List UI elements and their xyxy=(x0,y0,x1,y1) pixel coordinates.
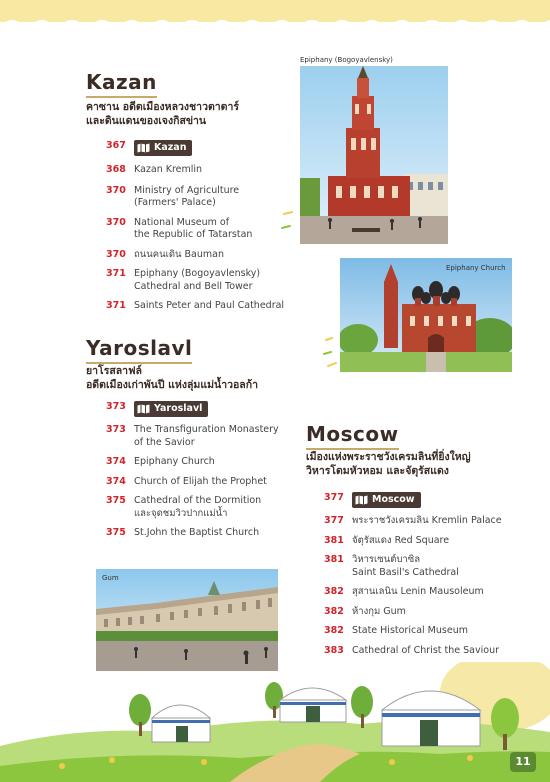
section-tag: Moscow xyxy=(352,492,421,508)
list-item[interactable]: 370 ถนนคนเดิน Bauman xyxy=(106,248,224,260)
list-item[interactable]: 382 State Historical Museum xyxy=(324,625,468,636)
decorative-dashes xyxy=(322,336,344,372)
kazan-contents-list xyxy=(106,140,296,313)
photo-caption: Epiphany Church xyxy=(446,264,506,272)
photo-caption: Epiphany (Bogoyavlensky) xyxy=(300,56,393,64)
section-tag: Yaroslavl xyxy=(134,401,208,417)
list-item-tag[interactable]: 373 Yaroslavl xyxy=(106,401,286,417)
list-item[interactable]: 382 ห้างกุม Gum xyxy=(324,605,406,617)
list-item[interactable]: 370 National Museum of the Republic of Tatarstan xyxy=(106,216,253,240)
page-number: 11 xyxy=(510,752,536,772)
list-item[interactable]: 370 Ministry of Agriculture (Farmers' Palace) xyxy=(106,184,240,208)
photo-gum xyxy=(96,569,278,671)
yurt-landscape-illustration xyxy=(0,662,550,782)
yaroslavl-contents-list xyxy=(106,401,286,540)
list-item[interactable]: 381 วิหารเซนต์บาซิล Saint Basil's Cathedral xyxy=(324,554,459,578)
section-title-kazan: Kazan xyxy=(86,70,157,94)
list-item[interactable]: 381 จัตุรัสแดง Red Square xyxy=(324,534,450,546)
list-item[interactable]: 377 พระราชวังเครมลิน Kremlin Palace xyxy=(324,515,502,526)
decorative-dashes xyxy=(280,208,300,244)
list-item[interactable]: 368 Kazan Kremlin xyxy=(106,164,203,175)
moscow-contents-list xyxy=(324,492,524,657)
map-icon xyxy=(137,143,150,153)
section-subtitle-kazan: คาซาน อดีตเมืองหลวงชาวตาตาร์ และดินแดนของเจงกิสข่าน xyxy=(86,101,240,127)
list-item[interactable]: 373 The Transfiguration Monastery of the Savior xyxy=(106,424,279,448)
list-item[interactable]: 382 สุสานเลนิน Lenin Mausoleum xyxy=(324,586,484,597)
list-item[interactable]: 374 Epiphany Church xyxy=(106,456,215,467)
photo-epiphany-church xyxy=(340,258,512,372)
section-subtitle-moscow: เมืองแห่งพระราชวังเครมลินที่ยิ่งใหญ่ วิหารโดมหัวหอม และจัตุรัสแดง xyxy=(306,451,471,477)
photo-caption: Gum xyxy=(102,574,119,582)
list-item[interactable]: 375 Cathedral of the Dormition และจุดชมวิวปากแม่น้ำ xyxy=(106,495,262,519)
list-item[interactable]: 375 St.John the Baptist Church xyxy=(106,527,260,538)
map-icon xyxy=(137,404,150,414)
list-item[interactable]: 374 Church of Elijah the Prophet xyxy=(106,475,267,487)
section-title-yaroslavl: Yaroslavl xyxy=(86,336,192,360)
scalloped-top-border xyxy=(0,0,550,40)
list-item[interactable]: 371 Epiphany (Bogoyavlensky) Cathedral and Bell Tower xyxy=(106,268,261,292)
list-item-tag[interactable]: 367 Kazan xyxy=(106,140,296,156)
photo-epiphany-bell-tower xyxy=(300,66,448,244)
list-item-tag[interactable]: 377 Moscow xyxy=(324,492,524,508)
section-title-moscow: Moscow xyxy=(306,422,399,446)
section-subtitle-yaroslavl: ยาโรสลาฟล์ อดีตเมืองเก่าพันปี แห่งลุ่มแม่น้ำวอลก้า xyxy=(86,365,258,391)
map-icon xyxy=(355,495,368,505)
list-item[interactable]: 371 Saints Peter and Paul Cathedral xyxy=(106,300,285,311)
list-item[interactable]: 383 Cathedral of Christ the Saviour xyxy=(324,644,499,656)
section-tag: Kazan xyxy=(134,140,192,156)
